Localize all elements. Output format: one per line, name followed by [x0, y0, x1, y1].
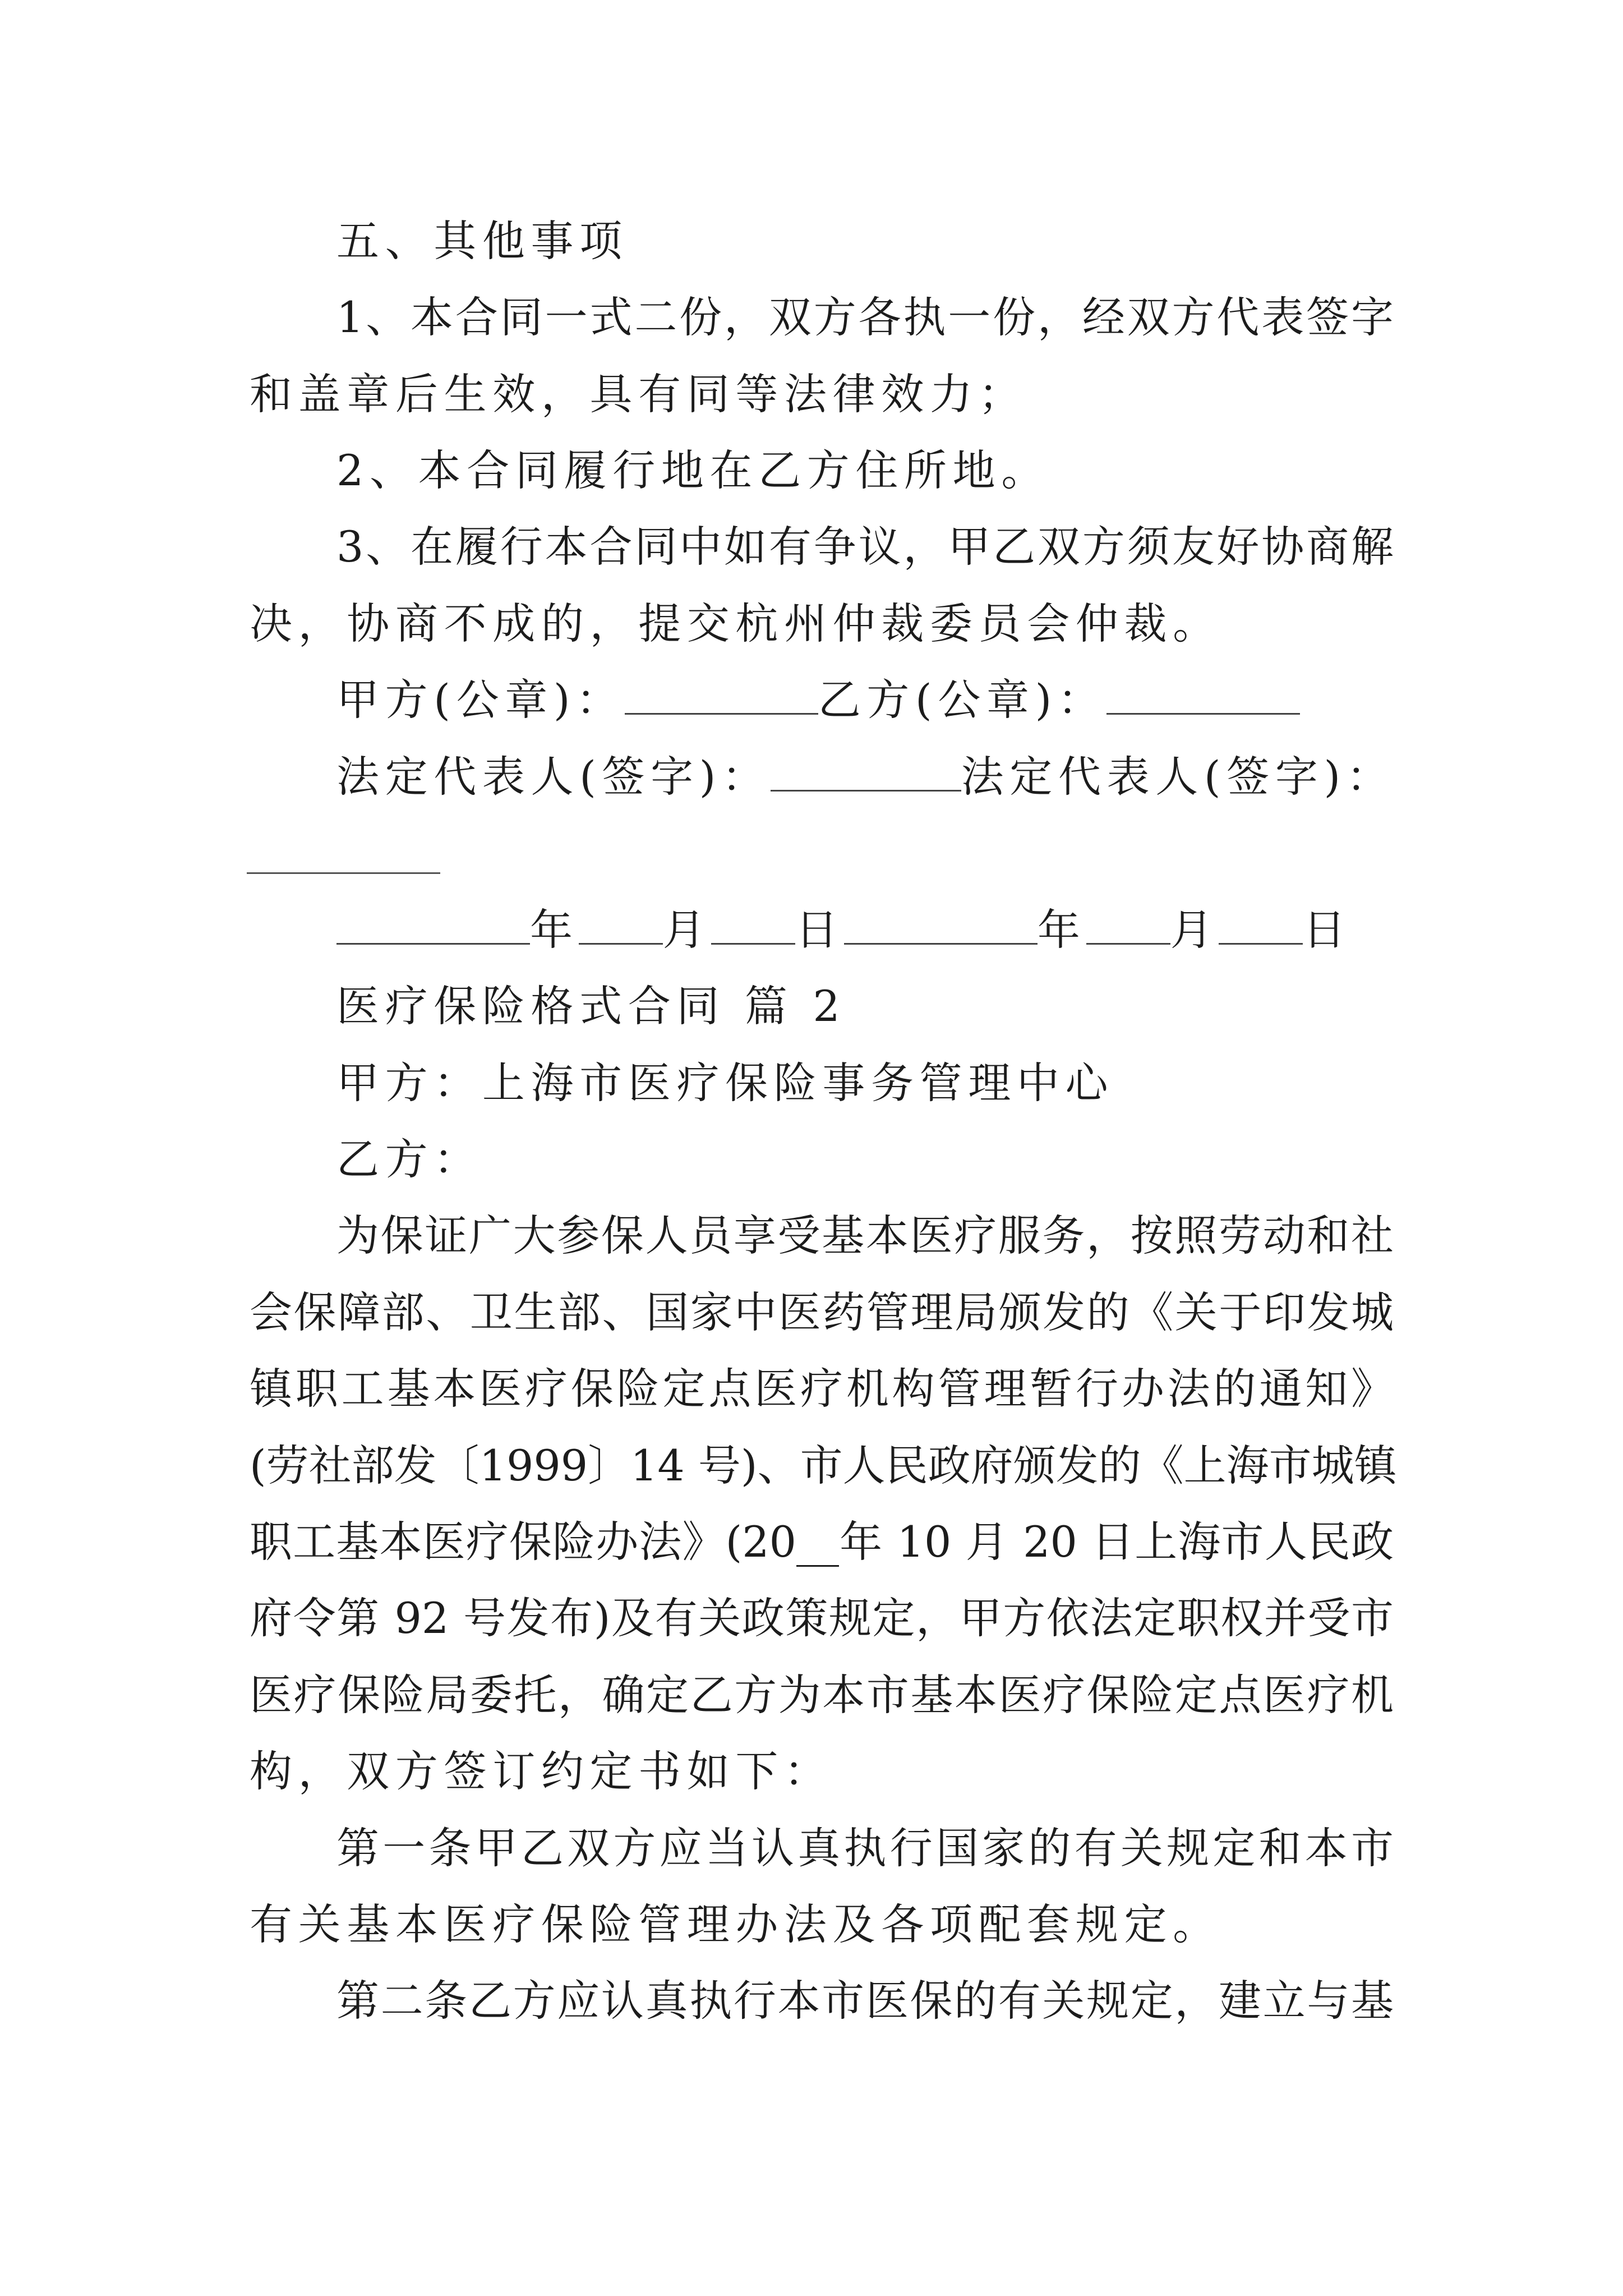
- party-b-rep-blank: [247, 872, 440, 874]
- clause-1-line-1: 1、本合同一式二份，双方各执一份，经双方代表签字: [336, 292, 1394, 342]
- intro-line: (劳社部发〔1999〕14 号)、市人民政府颁发的《上海市城镇: [250, 1441, 1397, 1490]
- article-1-line: 有关基本医疗保险管理办法及各项配套规定。: [250, 1899, 1221, 1949]
- article-2-line: 第二条乙方应认真执行本市医保的有关规定，建立与基: [336, 1976, 1394, 2026]
- day-label-b: 日: [1303, 905, 1352, 955]
- month-label-b: 月: [1170, 905, 1219, 955]
- intro-line: 医疗保险局委托，确定乙方为本市基本医疗保险定点医疗机: [250, 1670, 1394, 1720]
- clause-1-line-2: 和盖章后生效，具有同等法律效力；: [250, 369, 1027, 419]
- part-2-title: 医疗保险格式合同 篇 2: [336, 981, 846, 1031]
- clause-2: 2、本合同履行地在乙方住所地。: [336, 445, 1050, 495]
- party-a-seal-blank: [625, 674, 818, 715]
- month-blank-b: [1086, 904, 1170, 945]
- year-blank-b: [844, 904, 1038, 945]
- intro-line: 府令第 92 号发布)及有关政策规定，甲方依法定职权并受市: [250, 1593, 1394, 1643]
- day-blank-b: [1219, 904, 1303, 945]
- seal-row: [336, 672, 1394, 728]
- section-heading: 五、其他事项: [336, 216, 628, 266]
- party-b-name: 乙方：: [336, 1134, 482, 1184]
- intro-line: 为保证广大参保人员享受基本医疗服务，按照劳动和社: [336, 1211, 1394, 1260]
- clause-3-line-1: 3、在履行本合同中如有争议，甲乙双方须友好协商解: [336, 522, 1394, 572]
- party-b-seal-blank: [1106, 674, 1300, 715]
- representative-row: [336, 749, 1394, 805]
- year-label-b: 年: [1037, 905, 1086, 955]
- intro-line: 职工基本医疗保险办法》(20__年 10 月 20 日上海市人民政: [250, 1517, 1394, 1567]
- party-b-rep-label: 法定代表人(签字)：: [961, 752, 1395, 802]
- year-label-a: 年: [530, 905, 579, 955]
- intro-line: 会保障部、卫生部、国家中医药管理局颁发的《关于印发城: [250, 1287, 1394, 1337]
- party-a-seal-label: 甲方(公章)：: [336, 675, 625, 725]
- party-a-rep-blank: [771, 751, 961, 792]
- party-b-seal-label: 乙方(公章)：: [818, 675, 1106, 725]
- year-blank-a: [336, 904, 530, 945]
- date-row: [336, 902, 1394, 958]
- intro-line: 镇职工基本医疗保险定点医疗机构管理暂行办法的通知》: [250, 1364, 1394, 1414]
- party-a-name: 甲方：上海市医疗保险事务管理中心: [336, 1058, 1114, 1108]
- month-label-a: 月: [662, 905, 712, 955]
- intro-line: 构，双方签订约定书如下：: [250, 1746, 833, 1796]
- day-label-a: 日: [795, 905, 844, 955]
- article-1-line: 第一条甲乙双方应当认真执行国家的有关规定和本市: [336, 1823, 1394, 1873]
- party-a-rep-label: 法定代表人(签字)：: [336, 752, 771, 802]
- day-blank-a: [711, 904, 795, 945]
- month-blank-a: [579, 904, 663, 945]
- clause-3-line-2: 决，协商不成的，提交杭州仲裁委员会仲裁。: [250, 599, 1221, 648]
